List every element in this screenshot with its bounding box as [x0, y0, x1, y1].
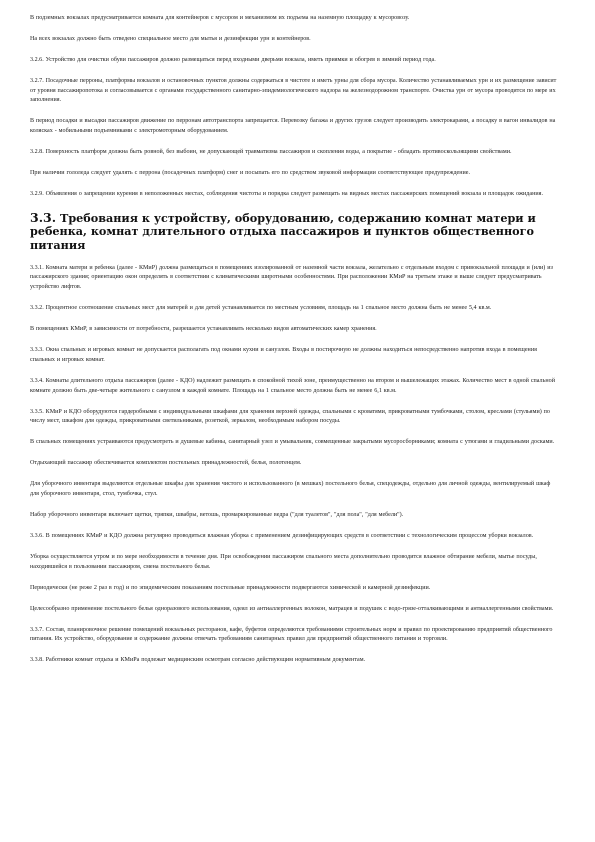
- section-title: Требования к устройству, оборудованию, содержанию комнат матери и ребенка, комнат длительного отдыха пассажиров и пунктов общественного питания: [30, 211, 536, 252]
- paragraph: 3.3.6. В помещениях КМиР и КДО должна регулярно проводиться влажная уборка с применением дезинфицирующих средств в соответствии с технологическим процессом уборки вокзалов.: [30, 532, 534, 539]
- paragraph: Отдыхающий пассажир обеспечивается комплектом постельных принадлежностей, белья, полотенцем.: [30, 460, 302, 467]
- paragraph: В помещениях КМиР, в зависимости от потребности, разрешается устанавливать несколько видов автоматических камер хранения.: [30, 326, 377, 333]
- section-heading-3-3: [30, 211, 559, 252]
- paragraph: Периодически (не реже 2 раз в год) и по эпидемическим показаниям постельные принадлежности подвергаются химической и камерной дезинфекции.: [30, 584, 431, 591]
- paragraph: 3.3.2. Процентное соотношение спальных мест для матерей и для детей устанавливается по местным условиям, площадь на 1 спальное место должна быть не менее 5,4 кв.м.: [30, 305, 492, 312]
- paragraph: 3.3.1. Комната матери и ребенка (далее - КМиР) должна размещаться в помещениях изолированной от наземной части вокзала, желательно с отдельным входом с привокзальной площади и (или) из пассажирского здания; ориентацию окон определять в соответствии с климатическими широтными особенностями. При расположении КМиР на третьем этаже и выше следует предусматривать устройство лифтов.: [30, 264, 553, 291]
- paragraph: Целесообразно применение постельного белья одноразового использования, одеял из антиаллергенных волокон, матрацев и подушек с водо-грязе-отталкивающими и антиаллергенными свойствами.: [30, 605, 554, 612]
- section-number: 3.3.: [30, 210, 57, 226]
- paragraph: 3.2.9. Объявления о запрещении курения в неположенных местах, соблюдения чистоты и порядка следует размещать на видных местах пассажирских помещений вокзала и площадок ожидания.: [30, 191, 543, 198]
- paragraph: 3.2.8. Поверхность платформ должна быть ровной, без выбоин, не допускающей травматизма пассажиров и скопления воды, а покрытие - обладать противоскользящими свойствами.: [30, 149, 512, 156]
- paragraph: 3.2.6. Устройство для очистки обуви пассажиров должно размещаться перед входными дверьми вокзала, иметь приямки и обогрев в зимний период года.: [30, 57, 436, 63]
- paragraph: В спальных помещениях устраиваются предусмотреть и душевые кабины, санитарный узел и умывальник, совмещенные закрытыми мусоросборниками; комната с утюгами и гладильными досками.: [30, 439, 555, 446]
- paragraph: Для уборочного инвентаря выделяются отдельные шкафы для хранения чистого и использованного (в мешках) постельного белья, спецодежды, отдельно для личной одежды, вентилируемый шкаф для уборочного инвентаря, стол, тумбочка, стул.: [30, 481, 551, 497]
- paragraph: В подземных вокзалах предусматривается комната для контейнеров с мусором и механизмом их подъема на наземную площадку к мусоровозу.: [30, 15, 410, 21]
- paragraph: 3.3.4. Комнаты длительного отдыха пассажиров (далее - КДО) надлежит размещать в спокойной тихой зоне, преимущественно на втором и вышележащих этажах. Количество мест в одной спальной комнате должно быть две-четыре жительного с санузлом в каждой комнате. Площадь на 1 спальное место должна быть не менее 6,1 кв.м.: [30, 377, 555, 394]
- paragraph: 3.3.7. Состав, планировочное решение помещений вокзальных ресторанов, кафе, буфетов определяются требованиями строительных норм и правил по проектированию предприятий общественного питания. Их устройство, оборудование и содержание должны отвечать требованиям санитарных правил для предприятий общественного питания и торговли.: [30, 626, 553, 643]
- section-3-2-continuation: [30, 14, 559, 200]
- paragraph: 3.3.5. КМиР и КДО оборудуются гардеробными с индивидуальными шкафами для хранения верхней одежды, спальными с кроватями, прикроватными тумбочками, столом, креслами (стульями) по числу мест, шкафом для одежды, прикроватными светильниками, розеткой, зеркалом, необходимым набором посуды.: [30, 408, 550, 425]
- paragraph: 3.3.3. Окна спальных и игровых комнат не допускается располагать под окнами кухни и санузлов. Входы в постирочную не должны находиться непосредственно напротив входа в помещения спальных и игровых комнат.: [30, 347, 537, 363]
- section-3-3-body: [30, 264, 559, 666]
- paragraph: Уборка осуществляется утром и по мере необходимости в течение дня. При освобождении пассажиром спального места дополнительно проводится влажное обтирание мебели, мытье посуды, находившейся в пользовании пассажиром, смена постельного белья.: [30, 553, 537, 570]
- paragraph: При наличии гололеда следует удалять с перрона (посадочных платформ) снег и посыпать его по средством звуковой информации соответствующее предупреждение.: [30, 170, 471, 177]
- paragraph: 3.3.8. Работники комнат отдыха и КМиРа подлежат медицинским осмотрам согласно действующим нормативным документам.: [30, 657, 366, 664]
- paragraph: 3.2.7. Посадочные перроны, платформы вокзалов и остановочных пунктов должны содержаться в чистоте и иметь урны для сбора мусора. Количество устанавливаемых урн и их размещение зависит от уровня пассажиропотока и согласовывается с органами государственного санитарно-эпидемиологического надзора на железнодорожном транспорте. Очистка урн от мусора проводится по мере их заполнения.: [30, 78, 557, 104]
- paragraph: В период посадки и высадки пассажиров движение по перронам автотранспорта запрещается. Перевозку багажа и других грузов следует производить электрокарами, а посадку в вагон инвалидов на колясках - мобильными подъемниками с электромоторным оборудованием.: [30, 118, 556, 135]
- paragraph: На всех вокзалах должно быть отведено специальное место для мытья и дезинфекции урн и контейнеров.: [30, 36, 311, 42]
- paragraph: Набор уборочного инвентаря включает щетки, тряпки, швабры, ветошь, промаркированные ведра ("для туалетов", "для пола", "для мебели").: [30, 511, 404, 518]
